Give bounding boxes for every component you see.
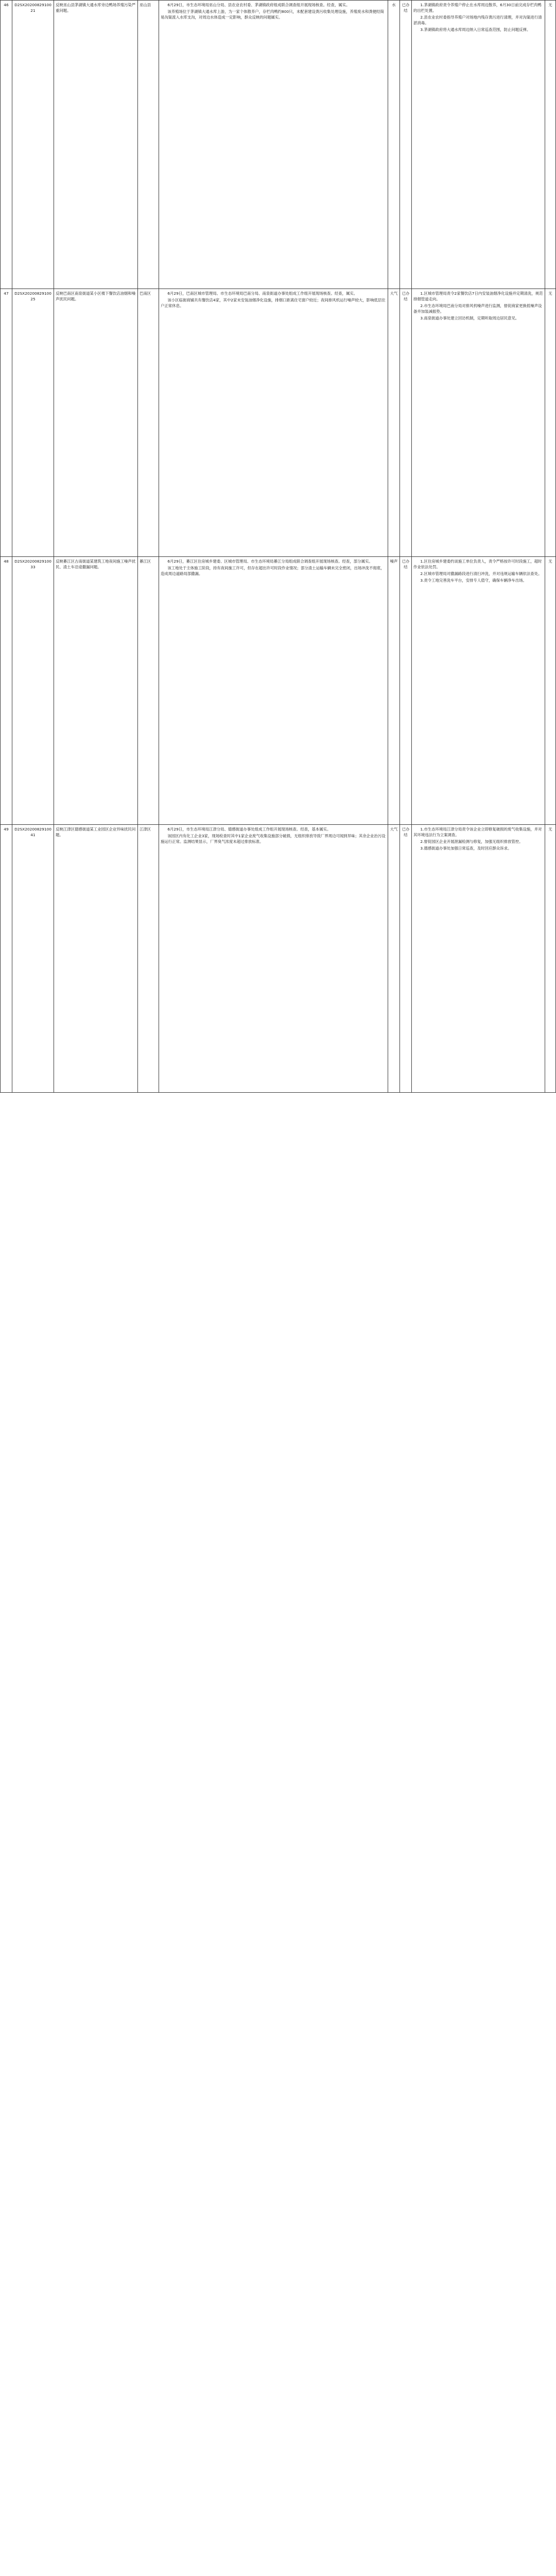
paragraph: 1.区住房城乡建委约谈施工单位负责人，责令严格按许可时段施工，超时作业依法处罚。 bbox=[413, 559, 542, 569]
complaint-content-text: 反映綦江区古南街道某建筑工地夜间施工噪声扰民、渣土车沿途撒漏问题。 bbox=[56, 559, 136, 569]
table-row bbox=[1, 289, 556, 557]
paragraph: 3.南泉街道办事处建立回访机制，定期听取周边居民意见。 bbox=[420, 316, 519, 320]
investigation-result bbox=[159, 289, 388, 557]
paragraph: 3.茅湖镇政府将大通水库周边纳入日常巡查范围，防止问题反弹。 bbox=[420, 27, 531, 32]
responsible-unit-text: 綦江区 bbox=[140, 559, 151, 564]
pollution-type bbox=[388, 557, 400, 825]
paragraph: 1.茅湖镇政府责令养殖户停止在水库周边散养，6月30日前完成存栏肉鸭的出栏处置。 bbox=[413, 3, 542, 13]
handling-status-text: 已办结 bbox=[402, 3, 410, 13]
complaint-content-text: 反映江津区德感街道某工业园区企业异味扰民问题。 bbox=[56, 827, 136, 837]
row-number bbox=[1, 289, 12, 557]
handling-action-text bbox=[413, 291, 543, 321]
responsible-unit-text: 江津区 bbox=[140, 827, 151, 832]
case-id bbox=[12, 1, 54, 289]
paragraph: 该工地处于主体施工阶段，持有夜间施工许可，但存在超出许可时段作业情况；部分渣土运输车辆未完全密闭，出场冲洗不彻底，造成周边道路局部撒漏。 bbox=[161, 566, 385, 576]
paragraph: 6月29日，市生态环境局江津分局、德感街道办事处组成工作组开展现场核查。经查，基本属实。 bbox=[167, 827, 331, 832]
table-row bbox=[1, 825, 556, 1093]
row-number bbox=[1, 825, 12, 1093]
accountability-text: 无 bbox=[548, 559, 552, 564]
handling-status bbox=[400, 1, 412, 289]
complaint-content-text: 反映巴南区南泉街道某小区楼下餐饮店油烟和噪声扰民问题。 bbox=[56, 291, 136, 301]
pollution-type-text: 水 bbox=[392, 3, 396, 7]
case-id bbox=[12, 289, 54, 557]
handling-status-text: 已办结 bbox=[402, 291, 410, 301]
complaint-content bbox=[54, 557, 138, 825]
case-id bbox=[12, 557, 54, 825]
table-row bbox=[1, 1, 556, 289]
investigation-result-text bbox=[161, 291, 386, 309]
handling-action bbox=[412, 1, 545, 289]
case-id bbox=[12, 825, 54, 1093]
investigation-result-text bbox=[161, 2, 386, 20]
accountability bbox=[545, 1, 556, 289]
pollution-type-text: 大气 bbox=[390, 827, 398, 832]
row-number-text: 46 bbox=[4, 3, 9, 7]
responsible-unit-text: 巫山县 bbox=[140, 3, 151, 7]
handling-status bbox=[400, 557, 412, 825]
complaint-table-body bbox=[1, 1, 556, 1093]
paragraph: 该园区内有化工企业3家，现场检查时其中1家企业废气收集设施部分破损，无组织排放导致厂界周边可闻到异味；其余企业治污设施运行正常。监测结果显示，厂界臭气浓度未超过排放标准。 bbox=[161, 834, 386, 844]
responsible-unit-text: 巴南区 bbox=[140, 291, 151, 296]
investigation-result-text bbox=[161, 558, 386, 577]
complaint-content-text: 反映巫山县茅湖镇大通水库旁边鸭场养殖污染严重问题。 bbox=[56, 3, 136, 13]
handling-status-text: 已办结 bbox=[402, 827, 410, 837]
paragraph: 1.市生态环境局江津分局责令该企业立即修复破损的废气收集设施，并对其环境违法行为立案调查。 bbox=[413, 827, 542, 837]
investigation-result bbox=[159, 825, 388, 1093]
handling-action bbox=[412, 289, 545, 557]
paragraph: 2.县农业农村委指导养殖户对场地内残存粪污进行清理，并对沟渠进行清淤消毒。 bbox=[413, 15, 542, 25]
complaint-content bbox=[54, 289, 138, 557]
paragraph: 该养殖场位于茅湖镇大通水库上游，为一家个体散养户，存栏肉鸭约800只，未配套建设粪污收集处理设施，养殖废水和粪便经简易沟渠流入水库支沟，对周边水体造成一定影响，群众反映的问题属实。 bbox=[161, 9, 384, 20]
pollution-type bbox=[388, 289, 400, 557]
case-id-text: D2SX2020082910033 bbox=[14, 559, 51, 569]
complaint-content bbox=[54, 825, 138, 1093]
row-number-text: 48 bbox=[4, 559, 9, 564]
handling-action-text bbox=[413, 2, 543, 32]
paragraph: 6月29日，市生态环境局巫山分局、县农业农村委、茅湖镇政府组成联合调查组开展现场核查。经查，属实。 bbox=[167, 3, 350, 7]
paragraph: 2.市生态环境局巴南分局对排风机噪声进行监测，督促商家更换低噪声设备并加装减振垫。 bbox=[413, 303, 542, 314]
accountability bbox=[545, 557, 556, 825]
paragraph: 2.区城市管理局对撒漏路段进行清扫冲洗，并对违规运输车辆依法查处。 bbox=[420, 571, 542, 576]
paragraph: 该小区临街商铺共有餐饮店4家，其中2家未安装油烟净化设施，排烟口距离住宅窗户较近；夜间排风机运行噪声较大，影响低层住户正常休息。 bbox=[161, 298, 386, 308]
row-number bbox=[1, 1, 12, 289]
pollution-type-text: 噪声 bbox=[390, 559, 398, 564]
responsible-unit bbox=[138, 825, 159, 1093]
investigation-result bbox=[159, 1, 388, 289]
accountability bbox=[545, 289, 556, 557]
paragraph: 6月29日，綦江区住房城乡建委、区城市管理局、市生态环境局綦江分局组成联合调查组开展现场核查。经查，部分属实。 bbox=[167, 559, 373, 564]
handling-action bbox=[412, 825, 545, 1093]
accountability-text: 无 bbox=[548, 827, 552, 832]
handling-status bbox=[400, 825, 412, 1093]
responsible-unit bbox=[138, 1, 159, 289]
handling-action-text bbox=[413, 826, 543, 851]
row-number bbox=[1, 557, 12, 825]
investigation-result-text bbox=[161, 826, 386, 844]
handling-status bbox=[400, 289, 412, 557]
paragraph: 2.督促园区企业开展泄漏检测与修复，加强无组织排放管控。 bbox=[420, 839, 523, 844]
row-number-text: 49 bbox=[4, 827, 9, 832]
table-row bbox=[1, 557, 556, 825]
paragraph: 1.区城市管理局责令2家餐饮店7日内安装油烟净化设施并定期清洗，规范排烟管道走向。 bbox=[413, 291, 543, 301]
case-id-text: D2SX2020082910025 bbox=[14, 291, 51, 301]
accountability-text: 无 bbox=[548, 3, 552, 7]
case-id-text: D2SX2020082910041 bbox=[14, 827, 51, 837]
row-number-text: 47 bbox=[4, 291, 9, 296]
paragraph: 6月29日，巴南区城市管理局、市生态环境局巴南分局、南泉街道办事处组成工作组开展现场核查。经查，属实。 bbox=[167, 291, 358, 296]
complaint-content bbox=[54, 1, 138, 289]
responsible-unit bbox=[138, 289, 159, 557]
paragraph: 3.责令工地完善洗车平台，安排专人值守，确保车辆净车出场。 bbox=[420, 578, 527, 583]
accountability-text: 无 bbox=[548, 291, 552, 296]
complaint-table bbox=[0, 0, 556, 1093]
accountability bbox=[545, 825, 556, 1093]
paragraph: 3.德感街道办事处加强日常巡查，及时回应群众诉求。 bbox=[420, 846, 512, 851]
pollution-type bbox=[388, 825, 400, 1093]
responsible-unit bbox=[138, 557, 159, 825]
case-id-text: D2SX2020082910021 bbox=[14, 3, 51, 13]
pollution-type bbox=[388, 1, 400, 289]
handling-action-text bbox=[413, 558, 543, 583]
handling-status-text: 已办结 bbox=[402, 559, 410, 569]
investigation-result bbox=[159, 557, 388, 825]
handling-action bbox=[412, 557, 545, 825]
pollution-type-text: 大气 bbox=[390, 291, 398, 296]
